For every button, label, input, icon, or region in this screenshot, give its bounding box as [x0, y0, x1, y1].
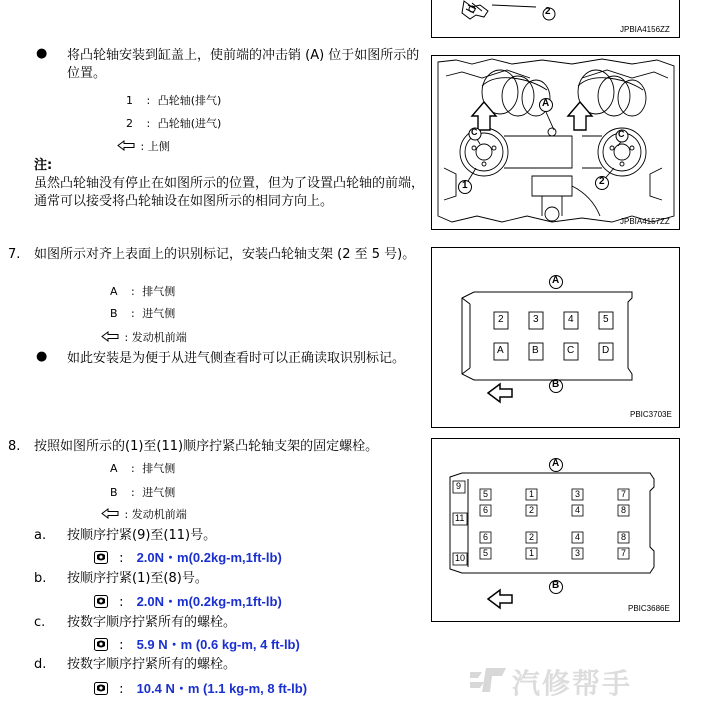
figure-bracket-marks	[431, 247, 680, 428]
bolt-number: 1	[529, 548, 535, 558]
figure-camshaft-top-partial	[431, 0, 680, 38]
bracket-mark: 4	[568, 314, 574, 325]
bolt-number: 3	[575, 489, 581, 499]
legend-key: 2	[126, 117, 133, 130]
bracket-mark: C	[567, 345, 575, 356]
legend-sep: :	[131, 307, 135, 320]
hollow-arrow-left-icon	[101, 508, 119, 519]
figure-code: JPBIA4157ZZ	[620, 217, 670, 226]
bracket-mark: 3	[533, 314, 539, 325]
legend-sep: :	[131, 285, 135, 298]
legend-sep: :	[146, 94, 151, 107]
bolt-number: 4	[575, 532, 581, 542]
callout-letter: C	[618, 129, 625, 139]
legend-text: : 发动机前端	[124, 331, 187, 344]
callout-letter: C	[471, 127, 478, 137]
legend-item	[126, 93, 221, 108]
note-text: 虽然凸轮轴没有停止在如图所示的位置，但为了设置凸轮轴的前端，通常可以接受将凸轮轴设在如图所示的相同方向上。	[34, 176, 425, 209]
bracket-mark: B	[532, 345, 539, 356]
callout-number: 2	[545, 6, 551, 17]
bolt-number: 4	[575, 505, 581, 515]
substep-text: 按顺序拧紧(1)至(8)号。	[67, 571, 208, 586]
figure-code: PBIC3703E	[630, 410, 672, 419]
watermark-text: 汽修帮手	[512, 667, 633, 700]
callout-letter: B	[552, 379, 560, 390]
legend-item	[117, 139, 170, 154]
torque-line	[94, 547, 282, 568]
bullet-dot: ●	[36, 46, 48, 61]
legend-key: A	[110, 285, 118, 298]
figure-code: PBIC3686E	[628, 604, 670, 613]
bolt-number: 8	[621, 505, 627, 515]
bracket-mark: D	[602, 345, 610, 356]
substep-letter: b.	[34, 571, 47, 586]
legend-text: : 发动机前端	[124, 508, 187, 521]
bolt-number: 7	[621, 548, 627, 558]
substep-text: 按数字顺序拧紧所有的螺栓。	[67, 657, 237, 672]
note-title: 注:	[34, 158, 53, 173]
bolt-number: 2	[529, 505, 535, 515]
torque-value: 2.0N・m(0.2kg-m,1ft-lb)	[136, 550, 282, 565]
torque-value: 5.9 N・m (0.6 kg-m, 4 ft-lb)	[136, 637, 300, 652]
step7-bullet-text: 如此安装是为便于从进气侧查看时可以正确读取识别标记。	[67, 351, 406, 366]
bracket-mark: 2	[498, 314, 504, 325]
bolt-number: 1	[529, 489, 535, 499]
torque-sep: :	[119, 551, 124, 566]
legend-text: 排气侧	[142, 285, 176, 298]
figure-tightening-order	[431, 438, 680, 622]
bolt-number: 9	[456, 481, 462, 491]
legend-text: 凸轮轴(排气)	[157, 94, 222, 107]
legend-item	[101, 507, 187, 522]
bolt-number: 5	[483, 489, 489, 499]
substep-text: 按顺序拧紧(9)至(11)号。	[67, 528, 217, 543]
legend-item	[110, 306, 175, 321]
torque-line	[94, 634, 300, 655]
substep-letter: c.	[34, 615, 46, 630]
torque-value: 2.0N・m(0.2kg-m,1ft-lb)	[136, 594, 282, 609]
callout-number: 1	[462, 180, 468, 191]
torque-wrench-icon	[94, 551, 108, 564]
legend-item	[110, 284, 175, 299]
bracket-mark: A	[497, 345, 504, 356]
torque-sep: :	[119, 682, 124, 697]
bolt-number: 5	[483, 548, 489, 558]
legend-sep: :	[131, 486, 135, 499]
torque-value: 10.4 N・m (1.1 kg-m, 8 ft-lb)	[136, 681, 308, 696]
step-number: 8.	[8, 439, 21, 454]
substep-text: 按数字顺序拧紧所有的螺栓。	[67, 615, 237, 630]
bolt-number: 6	[483, 532, 489, 542]
torque-line	[94, 591, 282, 612]
watermark-logo-icon	[468, 664, 508, 694]
legend-key: B	[110, 486, 118, 499]
callout-letter: A	[542, 98, 550, 109]
hollow-arrow-left-icon	[101, 331, 119, 342]
bracket-mark: 5	[603, 314, 609, 325]
bullet-dot: ●	[36, 349, 48, 364]
callout-letter: A	[552, 275, 560, 286]
callout-letter: A	[552, 458, 560, 469]
figure-drawing	[432, 56, 679, 229]
legend-text: : 上侧	[140, 140, 170, 153]
bolt-number: 10	[455, 553, 466, 563]
torque-wrench-icon	[94, 638, 108, 651]
legend-text: 进气侧	[142, 307, 176, 320]
torque-sep: :	[119, 595, 124, 610]
bolt-number: 8	[621, 532, 627, 542]
substep-letter: a.	[34, 528, 47, 543]
legend-text: 进气侧	[142, 486, 176, 499]
torque-wrench-icon	[94, 682, 108, 695]
torque-sep: :	[119, 638, 124, 653]
legend-key: A	[110, 462, 118, 475]
callout-letter: B	[552, 580, 560, 591]
step-number: 7.	[8, 247, 21, 262]
torque-wrench-icon	[94, 595, 108, 608]
step8-text: 按照如图所示的(1)至(11)顺序拧紧凸轮轴支架的固定螺栓。	[34, 439, 379, 454]
legend-item	[110, 461, 175, 476]
bolt-number: 11	[455, 513, 465, 523]
legend-item	[110, 485, 175, 500]
legend-text: 排气侧	[142, 462, 176, 475]
step7-text: 如图所示对齐上表面上的识别标记，安装凸轮轴支架 (2 至 5 号)。	[34, 247, 416, 262]
figure-code: JPBIA4156ZZ	[620, 25, 670, 34]
bolt-number: 3	[575, 548, 581, 558]
hollow-arrow-left-icon	[117, 140, 135, 151]
callout-number: 2	[599, 176, 605, 187]
legend-text: 凸轮轴(进气)	[157, 117, 222, 130]
legend-item	[126, 116, 221, 131]
legend-key: 1	[126, 94, 133, 107]
step6-bullet-text: 将凸轮轴安装到缸盖上，使前端的冲击销 (A) 位于如图所示的位置。	[67, 48, 420, 81]
legend-item	[101, 330, 187, 345]
figure-camshaft-position	[431, 55, 680, 230]
legend-key: B	[110, 307, 118, 320]
bolt-number: 7	[621, 489, 627, 499]
legend-sep: :	[131, 462, 135, 475]
torque-line	[94, 678, 307, 699]
bolt-number: 6	[483, 505, 489, 515]
bolt-number: 2	[529, 532, 535, 542]
substep-letter: d.	[34, 657, 47, 672]
legend-sep: :	[146, 117, 151, 130]
